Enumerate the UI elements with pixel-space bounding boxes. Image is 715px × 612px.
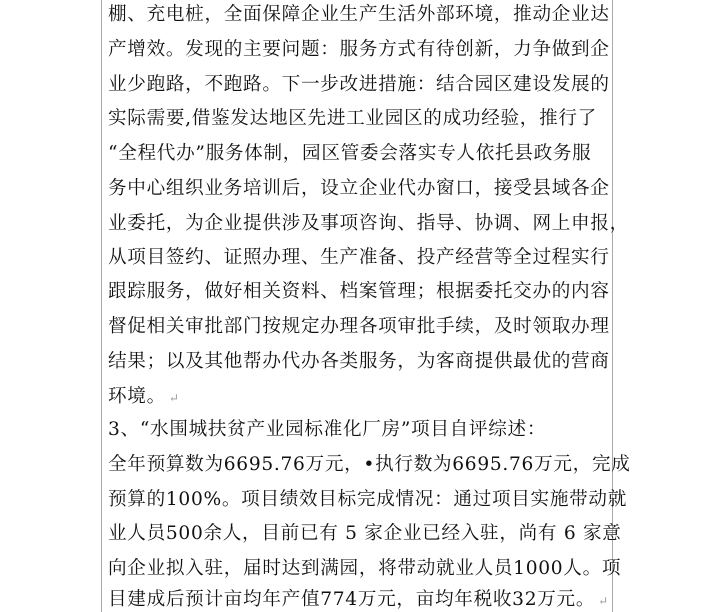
right-margin-guide bbox=[612, 0, 613, 612]
text-line: 跟踪服务，做好相关资料、档案管理；根据委托交办的内容 bbox=[108, 281, 610, 302]
text-line: 棚、充电桩，全面保障企业生产生活外部环境，推动企业达 bbox=[108, 4, 610, 25]
text-line: 向企业拟入驻，届时达到满园，将带动就业人员1000人。项 bbox=[108, 558, 622, 579]
left-margin-guide bbox=[101, 0, 102, 612]
text-line: 实际需要,借鉴发达地区先进工业园区的成功经验，推行了 bbox=[108, 108, 597, 129]
text-line: 业委托，为企业提供涉及事项咨询、指导、协调、网上申报， bbox=[108, 213, 629, 234]
paragraph-mark-icon: ↵ bbox=[168, 391, 180, 405]
text-line: 从项目签约、证照办理、生产准备、投产经营等全过程实行 bbox=[108, 247, 610, 268]
text-line: 务中心组织业务培训后，设立企业代办窗口，接受县域各企 bbox=[108, 178, 610, 199]
text-line: 预算的100%。项目绩效目标完成情况：通过项目实施带动就 bbox=[108, 489, 628, 510]
text-line: 结果；以及其他帮办代办各类服务，为客商提供最优的营商 bbox=[108, 351, 610, 372]
text-line: 督促相关审批部门按规定办理各项审批手续，及时领取办理 bbox=[108, 316, 610, 337]
text-line: 环境。 ↵ bbox=[108, 386, 180, 407]
text-line: 业人员500余人，目前已有 5 家企业已经入驻，尚有 6 家意 bbox=[108, 523, 622, 544]
text-line: 3、“水围城扶贫产业园标准化厂房”项目自评综述： bbox=[108, 419, 547, 440]
text-line: 产增效。发现的主要问题：服务方式有待创新，力争做到企 bbox=[108, 39, 610, 60]
text-line: 目建成后预计亩均年产值774万元，亩均年税收32万元。 ↵ bbox=[108, 589, 609, 610]
paragraph-mark-icon: ↵ bbox=[598, 594, 609, 608]
text-line: 全年预算数为6695.76万元，•执行数为6695.76万元，完成 bbox=[108, 454, 631, 475]
text-line: 业少跑路，不跑路。下一步改进措施：结合园区建设发展的 bbox=[108, 74, 610, 95]
text-line: “全程代办”服务体制，园区管委会落实专人依托县政务服 bbox=[108, 143, 592, 164]
